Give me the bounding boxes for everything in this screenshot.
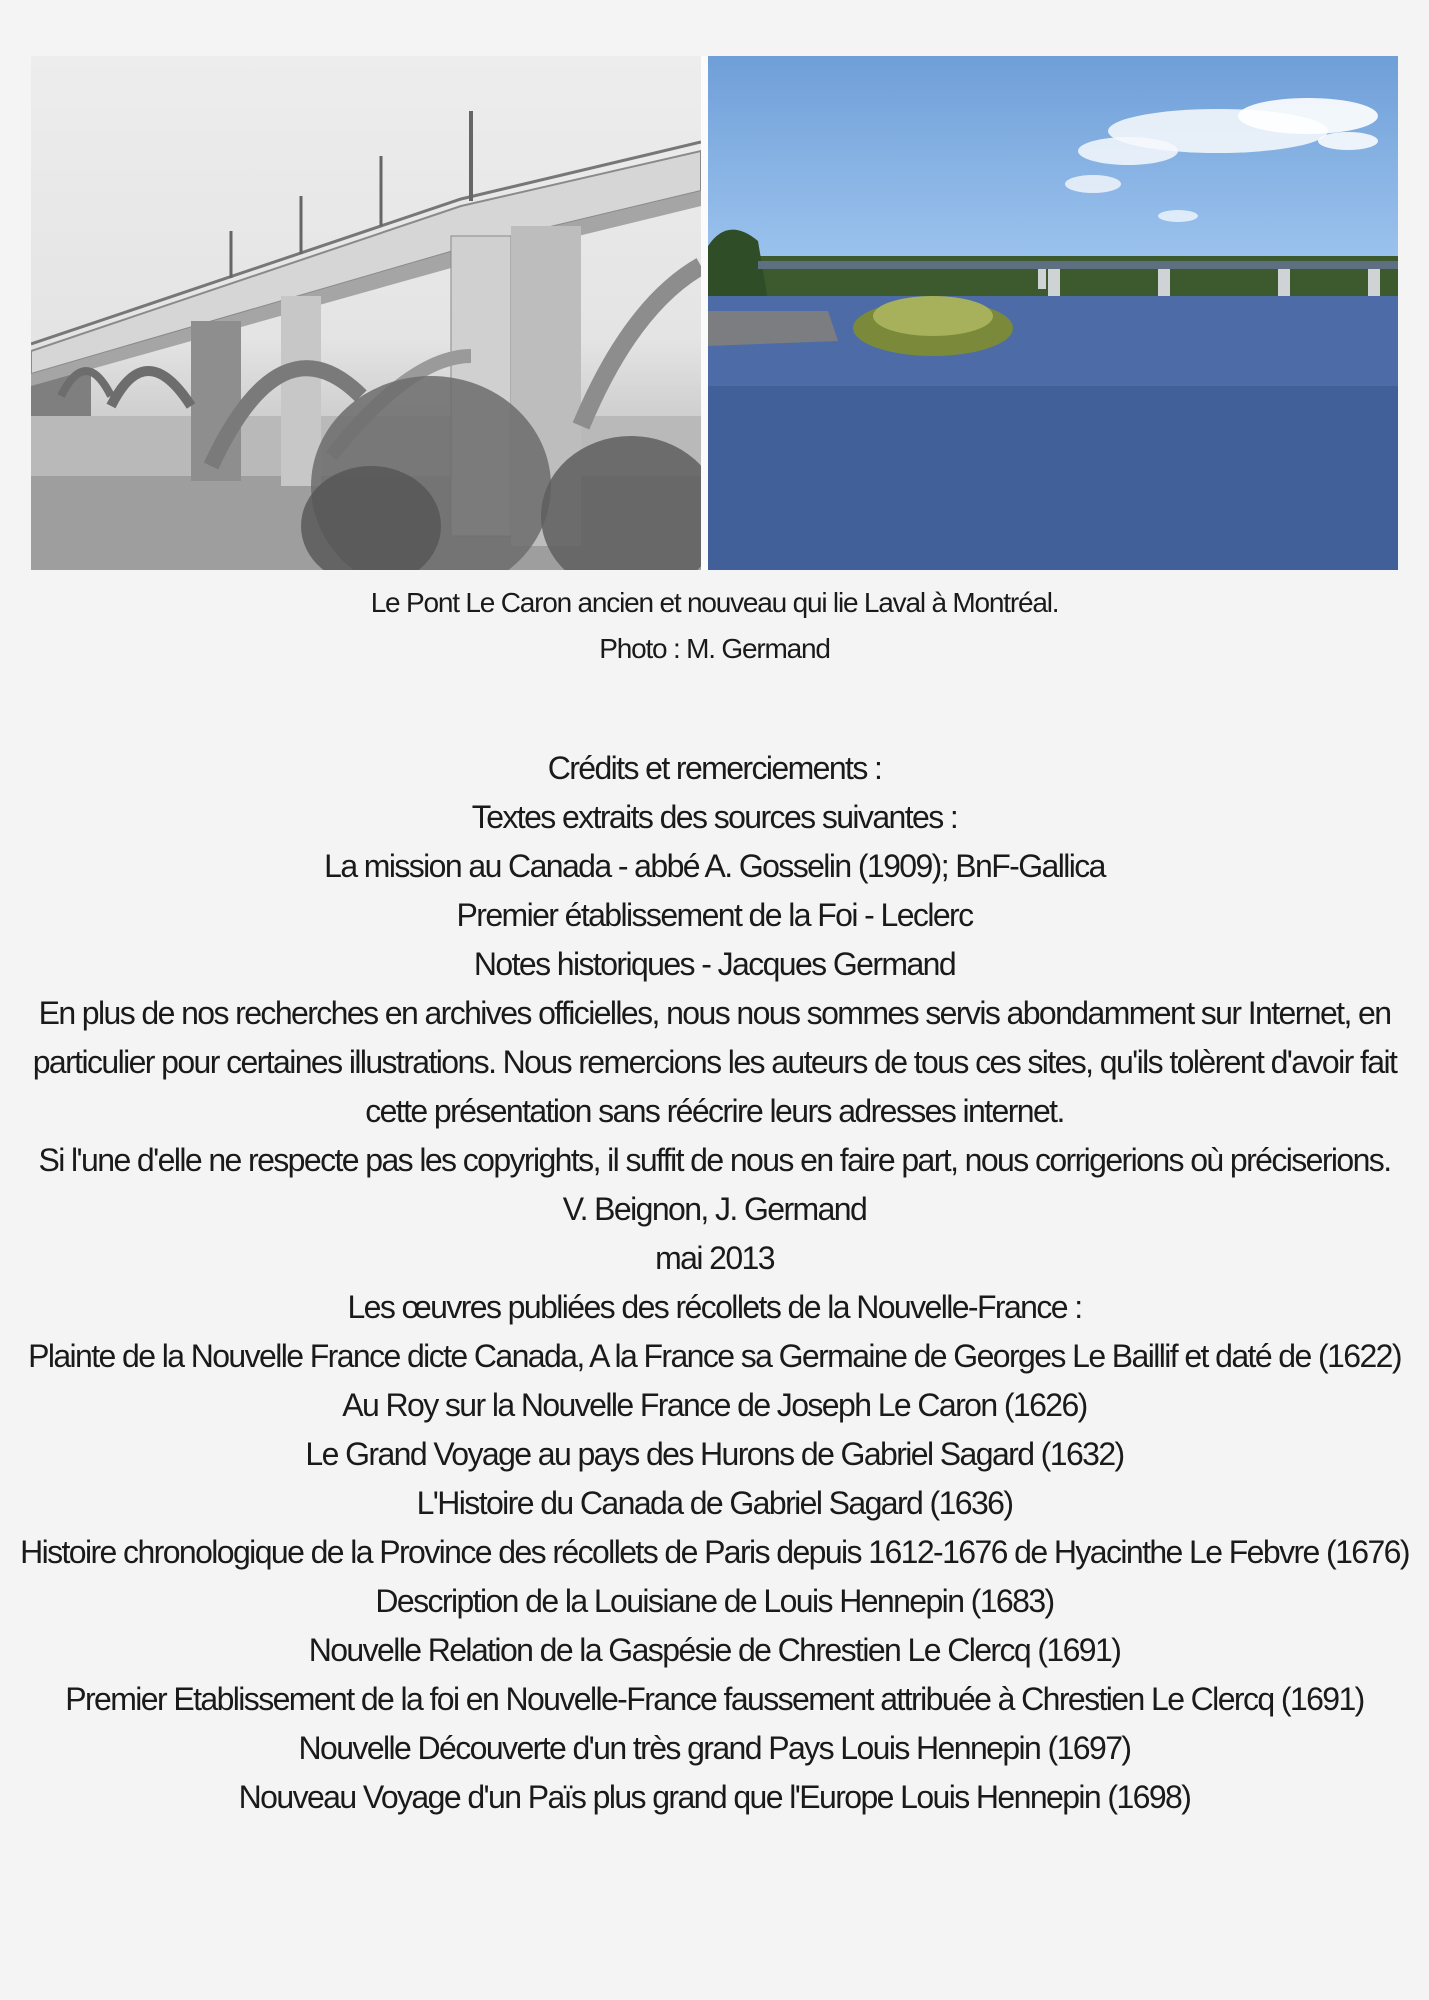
date: mai 2013 [655, 1240, 774, 1276]
work-item: Nouvelle Découverte d'un très grand Pays Louis Hennepin (1697) [298, 1730, 1131, 1766]
source-item: Notes historiques - Jacques Germand [473, 946, 956, 982]
work-item: Au Roy sur la Nouvelle France de Joseph Le Caron (1626) [342, 1387, 1087, 1423]
internet-note: En plus de nos recherches en archives officielles, nous nous sommes servis abondamment sur Internet, en particulier pour certaines illustrations. Nous remercions les auteurs de tous ces sites, qu'ils tolèrent d'avoir fait cette présentation sans réécrire leurs adresses internet. [32, 995, 1397, 1129]
photo-caption [0, 580, 1429, 672]
authors: V. Beignon, J. Germand [562, 1191, 867, 1227]
work-item: Histoire chronologique de la Province des récollets de Paris depuis 1612-1676 de Hyacinthe Le Febvre (1676) [20, 1534, 1409, 1570]
old-bridge-photo [31, 56, 701, 570]
photo-pair [31, 56, 1398, 570]
work-item: Nouvelle Relation de la Gaspésie de Chrestien Le Clercq (1691) [308, 1632, 1121, 1668]
work-item: L'Histoire du Canada de Gabriel Sagard (1636) [416, 1485, 1013, 1521]
credits-heading: Crédits et remerciements : [547, 750, 882, 786]
credits-section [0, 744, 1429, 1822]
caption-credit: Photo : M. Germand [599, 633, 830, 664]
river-bridge-photo-icon [708, 56, 1398, 570]
sources-intro: Textes extraits des sources suivantes : [471, 799, 958, 835]
new-bridge-photo [708, 56, 1398, 570]
work-item: Nouveau Voyage d'un Païs plus grand que l'Europe Louis Hennepin (1698) [238, 1779, 1191, 1815]
bridge-old-photo-icon [31, 56, 701, 570]
work-item: Le Grand Voyage au pays des Hurons de Gabriel Sagard (1632) [305, 1436, 1124, 1472]
caption-title: Le Pont Le Caron ancien et nouveau qui lie Laval à Montréal. [370, 587, 1059, 618]
work-item: Premier Etablissement de la foi en Nouvelle-France faussement attribuée à Chrestien Le Clercq (1691) [65, 1681, 1364, 1717]
photo-divider [701, 56, 708, 570]
source-item: La mission au Canada - abbé A. Gosselin (1909); BnF-Gallica [324, 848, 1105, 884]
copyright-note: Si l'une d'elle ne respecte pas les copyrights, il suffit de nous en faire part, nous corrigerions où préciserions. [38, 1142, 1391, 1178]
work-item: Plainte de la Nouvelle France dicte Canada, A la France sa Germaine de Georges Le Baillif et daté de (1622) [28, 1338, 1401, 1374]
work-item: Description de la Louisiane de Louis Hennepin (1683) [375, 1583, 1054, 1619]
works-heading: Les œuvres publiées des récollets de la Nouvelle-France : [347, 1289, 1082, 1325]
source-item: Premier établissement de la Foi - Leclerc [456, 897, 973, 933]
